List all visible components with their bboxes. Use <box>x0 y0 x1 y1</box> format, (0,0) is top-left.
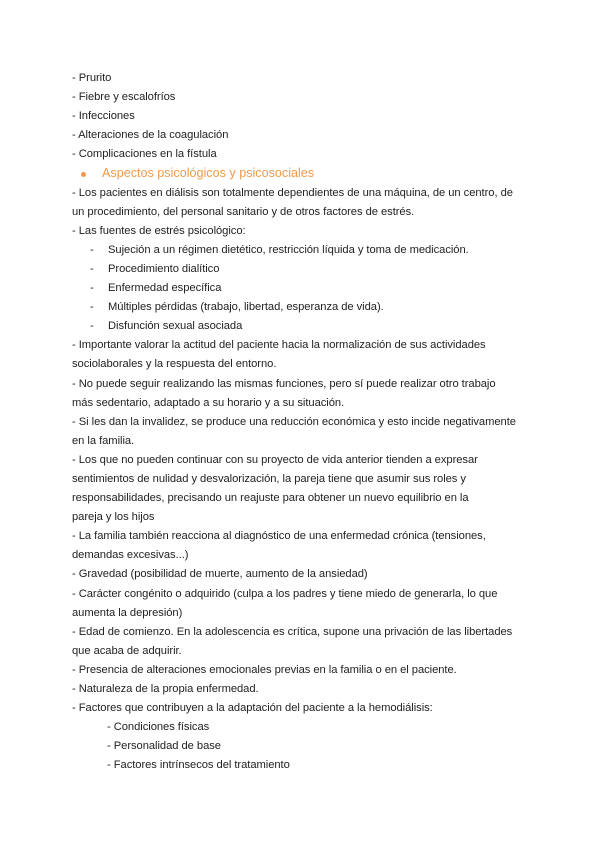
paragraph-line: - No puede seguir realizando las mismas funciones, pero sí puede realizar otro trabajo <box>72 377 496 390</box>
paragraph-line: - Naturaleza de la propia enfermedad. <box>72 683 259 695</box>
list-item <box>72 260 522 279</box>
document-body <box>72 69 522 775</box>
list-item <box>72 317 522 336</box>
list-item <box>72 279 522 298</box>
list-item: - Complicaciones en la fístula <box>72 148 217 161</box>
paragraph-line: demandas excesivas...) <box>72 549 189 562</box>
list-item: - Prurito <box>72 72 112 84</box>
paragraph-line: - Los pacientes en diálisis son totalmente dependientes de una máquina, de un centro, de <box>72 186 513 199</box>
paragraph-line: - Presencia de alteraciones emocionales previas en la familia o en el paciente. <box>72 663 457 676</box>
list-item: - Condiciones físicas <box>107 721 210 734</box>
paragraph-line: pareja y los hijos <box>72 511 155 524</box>
dash-icon: - <box>90 243 94 256</box>
paragraph-line: - Factores que contribuyen a la adaptación del paciente a la hemodiálisis: <box>72 702 433 715</box>
paragraph-line: - Gravedad (posibilidad de muerte, aumento de la ansiedad) <box>72 568 368 581</box>
paragraph-line: en la familia. <box>72 434 135 447</box>
list-item-text: Procedimiento dialítico <box>108 262 220 275</box>
list-item: - Alteraciones de la coagulación <box>72 129 229 142</box>
section-heading <box>72 164 522 183</box>
bullet-icon <box>81 172 86 177</box>
list-item-text: Enfermedad específica <box>108 282 222 295</box>
list-item: - Fiebre y escalofríos <box>72 91 176 104</box>
paragraph-line: sentimientos de nulidad y desvalorización, la pareja tiene que asumir sus roles y <box>72 472 466 485</box>
paragraph-line: - Edad de comienzo. En la adolescencia es crítica, supone una privación de las libertades <box>72 625 513 638</box>
list-item: - Personalidad de base <box>107 740 221 753</box>
dash-icon: - <box>90 282 94 295</box>
dash-icon: - <box>90 301 94 314</box>
list-item-text: Sujeción a un régimen dietético, restricción líquida y toma de medicación. <box>108 243 469 256</box>
paragraph-line: - Los que no pueden continuar con su proyecto de vida anterior tienden a expresar <box>72 453 478 466</box>
list-item: - Factores intrínsecos del tratamiento <box>107 759 290 772</box>
section-heading-text: Aspectos psicológicos y psicosociales <box>102 166 315 181</box>
list-item <box>72 298 522 317</box>
paragraph-line: un procedimiento, del personal sanitario y de otros factores de estrés. <box>72 205 415 218</box>
list-item: - Infecciones <box>72 110 135 123</box>
paragraph-line: - Carácter congénito o adquirido (culpa a los padres y tiene miedo de generarla, lo que <box>72 587 498 600</box>
paragraph-line: - La familia también reacciona al diagnóstico de una enfermedad crónica (tensiones, <box>72 530 486 543</box>
paragraph-line: más sedentario, adaptado a su horario y a su situación. <box>72 396 345 409</box>
dash-icon: - <box>90 262 94 275</box>
list-item-text: Múltiples pérdidas (trabajo, libertad, esperanza de vida). <box>108 301 384 314</box>
list-item <box>72 241 522 260</box>
list-intro: - Las fuentes de estrés psicológico: <box>72 224 246 237</box>
list-item-text: Disfunción sexual asociada <box>108 320 243 333</box>
paragraph-line: - Importante valorar la actitud del paciente hacia la normalización de sus actividades <box>72 339 486 352</box>
paragraph-line: responsabilidades, precisando un reajuste para obtener un nuevo equilibrio en la <box>72 492 469 505</box>
paragraph-line: sociolaborales y la respuesta del entorno. <box>72 358 277 371</box>
paragraph-line: - Si les dan la invalidez, se produce una reducción económica y esto incide negativamente <box>72 415 516 428</box>
dash-icon: - <box>90 320 94 333</box>
paragraph-line: que acaba de adquirir. <box>72 644 182 657</box>
paragraph-line: aumenta la depresión) <box>72 606 183 619</box>
